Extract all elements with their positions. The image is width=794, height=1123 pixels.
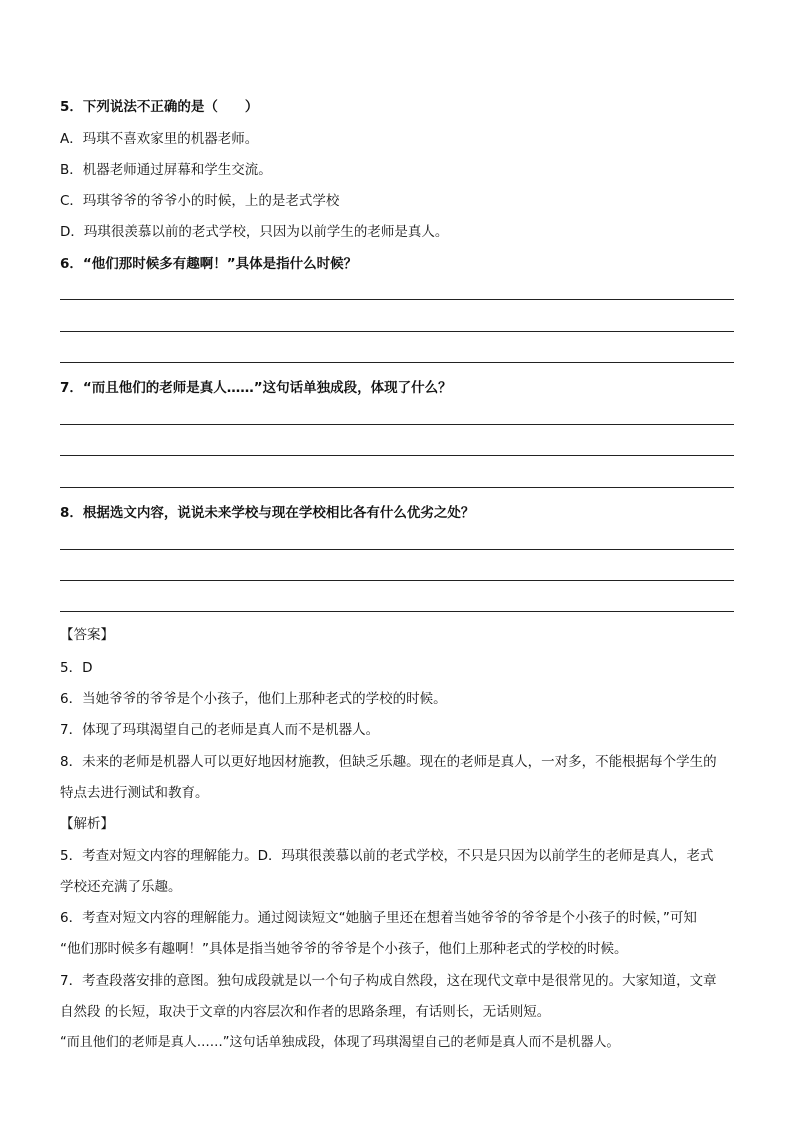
analysis-item: 学校还充满了乐趣。 <box>60 879 182 895</box>
question-8-stem: 8．根据选文内容，说说未来学校与现在学校相比各有什么优劣之处？ <box>60 505 475 521</box>
answer-line <box>60 455 734 456</box>
answer-line <box>60 611 734 612</box>
answer-line <box>60 487 734 488</box>
answer-item: 6．当她爷爷的爷爷是个小孩子，他们上那种老式的学校的时候。 <box>60 691 447 707</box>
analysis-item: “他们那时候多有趣啊！”具体是指当她爷爷的爷爷是个小孩子，他们上那种老式的学校的时候。 <box>60 941 628 957</box>
question-7-stem: 7．“而且他们的老师是真人……”这句话单独成段，体现了什么？ <box>60 380 452 396</box>
answer-line <box>60 424 734 425</box>
question-5-option-d: D．玛琪很羡慕以前的老式学校，只因为以前学生的老师是真人。 <box>60 224 449 240</box>
question-6-stem: 6．“他们那时候多有趣啊！”具体是指什么时候？ <box>60 256 358 272</box>
answer-line <box>60 331 734 332</box>
analysis-item: 5．考查对短文内容的理解能力。D．玛琪很羡慕以前的老式学校，不只是只因为以前学生的老师是真人，老式 <box>60 848 714 864</box>
answer-line <box>60 299 734 300</box>
analysis-item: 6．考查对短文内容的理解能力。通过阅读短文“她脑子里还在想着当她爷爷的爷爷是个小孩子的时候，”可知 <box>60 910 697 926</box>
answer-item: 特点去进行测试和教育。 <box>60 785 209 801</box>
question-5-option-c: C．玛琪爷爷的爷爷小的时候，上的是老式学校 <box>60 193 340 209</box>
analysis-heading: 【解析】 <box>60 816 114 832</box>
question-5-option-a: A．玛琪不喜欢家里的机器老师。 <box>60 131 259 147</box>
answer-item: 7．体现了玛琪渴望自己的老师是真人而不是机器人。 <box>60 722 380 738</box>
question-5-stem: 5．下列说法不正确的是（ ） <box>60 99 259 115</box>
answer-item: 8．未来的老师是机器人可以更好地因材施教，但缺乏乐趣。现在的老师是真人，一对多，不能根据每个学生的 <box>60 754 717 770</box>
question-5-option-b: B．机器老师通过屏幕和学生交流。 <box>60 162 272 178</box>
answer-line <box>60 362 734 363</box>
analysis-item: 自然段 的长短，取决于文章的内容层次和作者的思路条理，有话则长，无话则短。 <box>60 1004 551 1020</box>
answer-item: 5．D <box>60 660 93 676</box>
answer-line <box>60 580 734 581</box>
analysis-item: “而且他们的老师是真人……”这句话单独成段，体现了玛琪渴望自己的老师是真人而不是机器人。 <box>60 1035 620 1050</box>
analysis-item: 7．考查段落安排的意图。独句成段就是以一个句子构成自然段，这在现代文章中是很常见的。大家知道，文章 <box>60 973 717 989</box>
answer-heading: 【答案】 <box>60 627 114 643</box>
answer-line <box>60 549 734 550</box>
